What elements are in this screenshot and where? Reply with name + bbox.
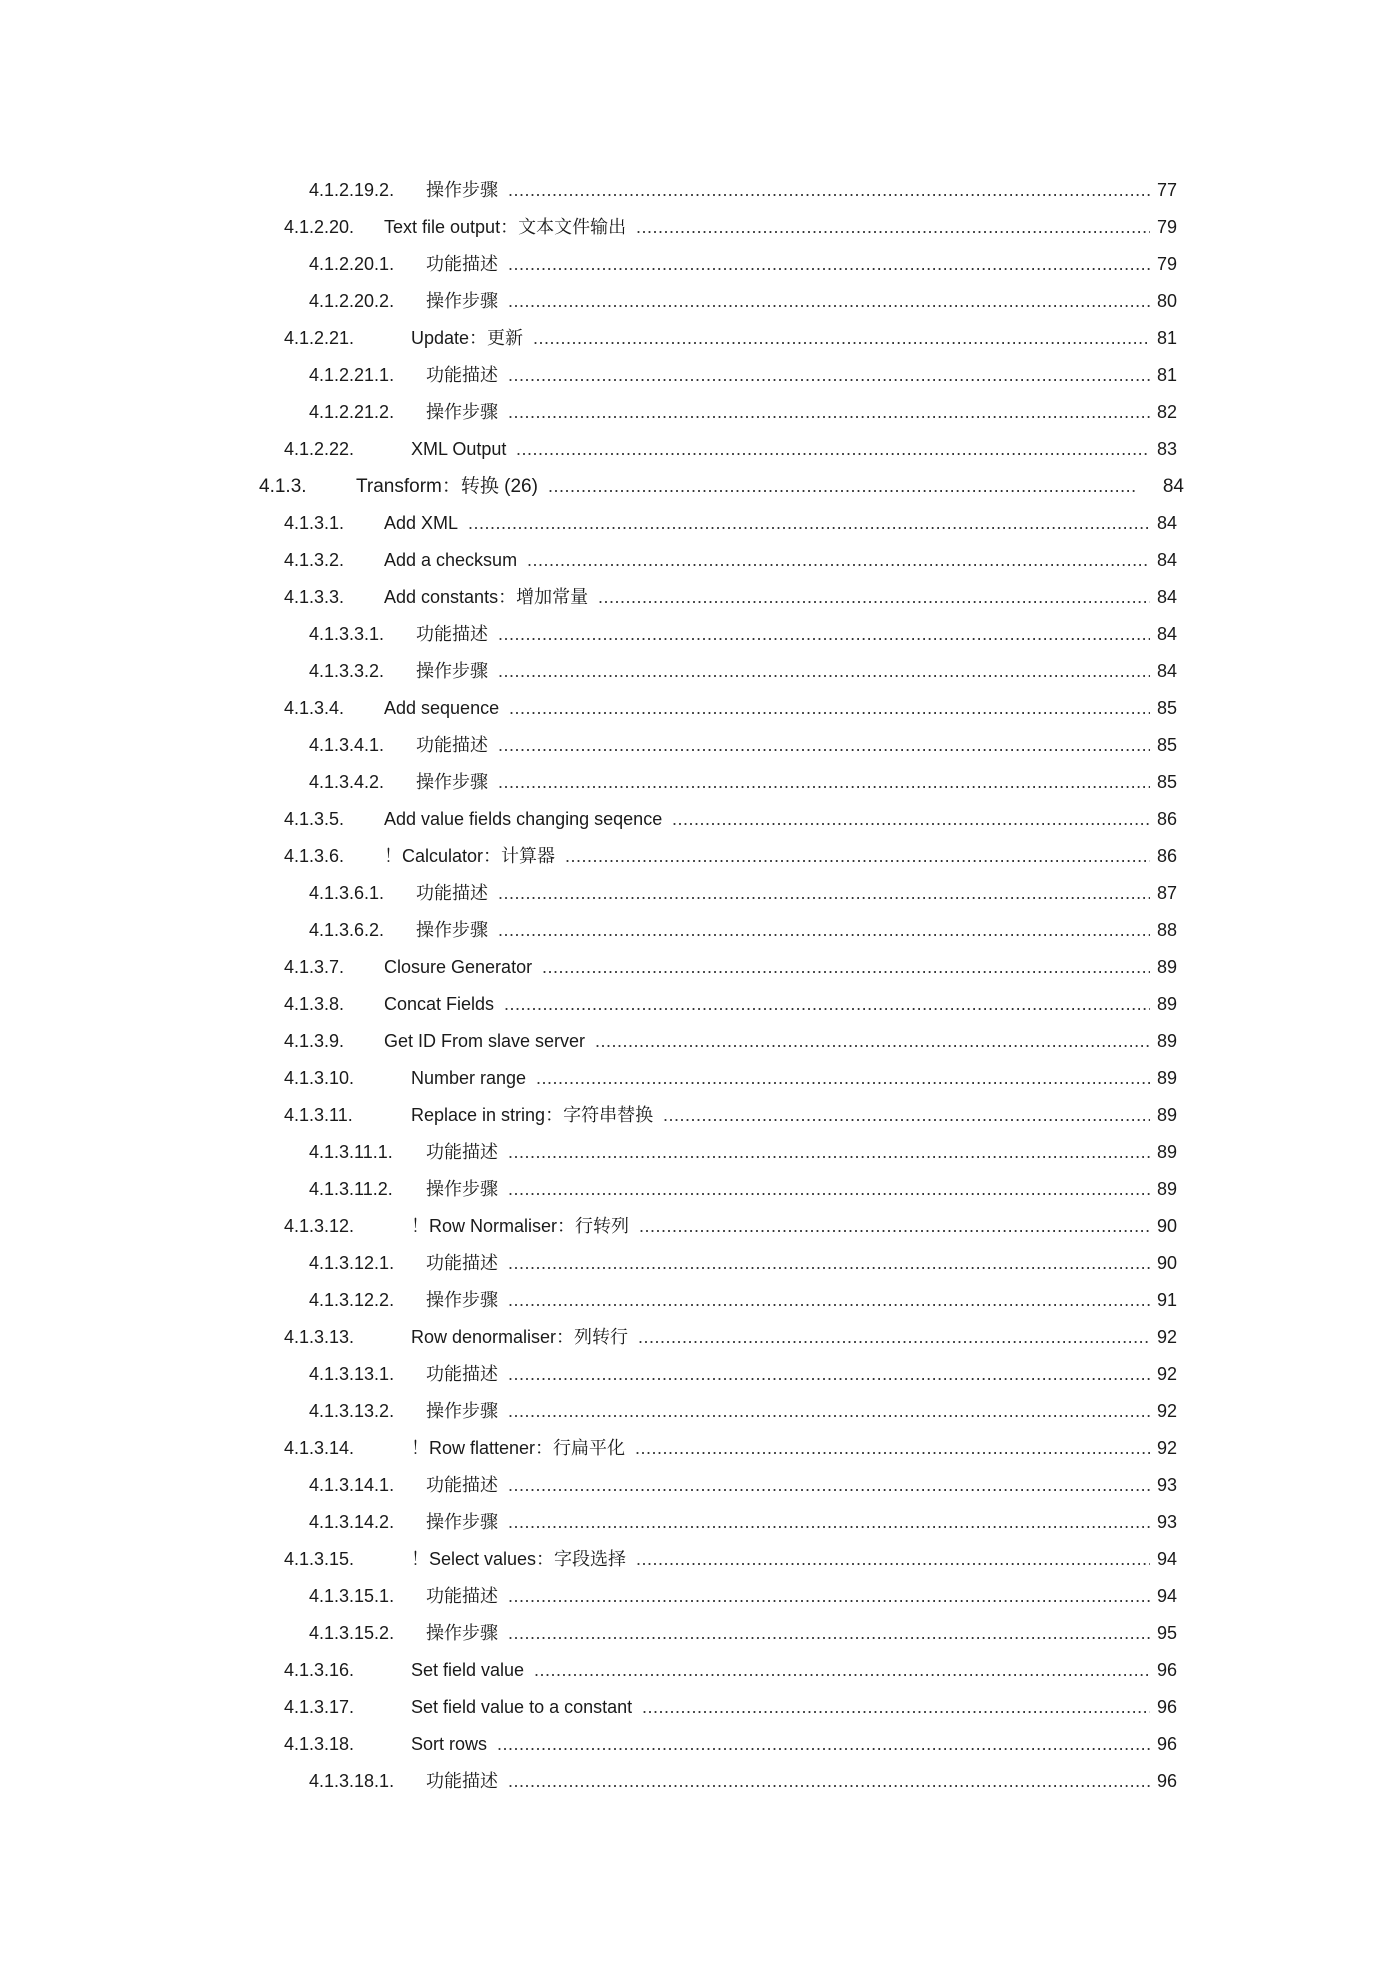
toc-entry-title: Closure Generator: [384, 957, 533, 977]
toc-entry-number: 4.1.3.12.2.: [309, 1290, 395, 1310]
toc-entry-page-number: 85: [1156, 698, 1177, 718]
toc-dot-leader: [533, 320, 1150, 357]
toc-entry-page-number: 91: [1156, 1290, 1177, 1310]
toc-entry-page-number: 89: [1156, 994, 1177, 1014]
toc-entry[interactable]: [0, 1504, 1395, 1541]
toc-dot-leader: [565, 838, 1150, 875]
toc-dot-leader: [498, 875, 1150, 912]
toc-entry-page-number: 92: [1156, 1438, 1177, 1458]
toc-entry-number: 4.1.3.3.2.: [309, 661, 385, 681]
toc-entry-page-number: 89: [1156, 1142, 1177, 1162]
toc-entry-number: 4.1.3.2.: [284, 550, 345, 570]
toc-entry-page-number: 94: [1156, 1586, 1177, 1606]
toc-entry-title: 功能描述: [426, 1586, 498, 1606]
toc-entry[interactable]: [0, 1615, 1395, 1652]
toc-entry-number: 4.1.3.4.2.: [309, 772, 385, 792]
toc-entry-title: Replace in string：字符串替换: [411, 1105, 654, 1125]
toc-dot-leader: [498, 727, 1150, 764]
table-of-contents: [0, 172, 1395, 1800]
toc-entry-title: 功能描述: [426, 1253, 498, 1273]
toc-entry-title: 操作步骤: [426, 402, 498, 422]
toc-entry-page-number: 79: [1156, 217, 1177, 237]
toc-entry[interactable]: [0, 1171, 1395, 1208]
toc-entry-title: Row denormaliser：列转行: [411, 1327, 629, 1347]
toc-entry-number: 4.1.3.11.1.: [309, 1142, 393, 1162]
toc-entry-title: 功能描述: [426, 254, 498, 274]
toc-entry-page-number: 92: [1156, 1401, 1177, 1421]
toc-entry-number: 4.1.3.8.: [284, 994, 345, 1014]
toc-entry-number: 4.1.3.16.: [284, 1660, 355, 1680]
toc-entry-number: 4.1.3.13.: [284, 1327, 355, 1347]
toc-dot-leader: [534, 1652, 1150, 1689]
toc-entry-number: 4.1.3.6.1.: [309, 883, 385, 903]
toc-entry-page-number: 90: [1156, 1253, 1177, 1273]
toc-entry[interactable]: [0, 801, 1395, 838]
toc-entry-page-number: 80: [1156, 291, 1177, 311]
toc-entry-title: ！Select values：字段选择: [411, 1549, 627, 1569]
toc-entry[interactable]: [0, 1097, 1395, 1134]
toc-entry-title: Sort rows: [411, 1734, 488, 1754]
toc-entry[interactable]: [0, 209, 1395, 246]
toc-entry-title: ！Calculator：计算器: [384, 846, 556, 866]
toc-entry[interactable]: [0, 1282, 1395, 1319]
toc-entry-number: 4.1.3.11.2.: [309, 1179, 393, 1199]
toc-entry[interactable]: [0, 838, 1395, 875]
toc-entry-title: 操作步骤: [426, 291, 498, 311]
toc-entry-number: 4.1.3.6.: [284, 846, 345, 866]
toc-entry-page-number: 93: [1156, 1475, 1177, 1495]
toc-entry-number: 4.1.3.10.: [284, 1068, 355, 1088]
toc-entry[interactable]: [0, 690, 1395, 727]
toc-entry-page-number: 84: [1156, 624, 1177, 644]
toc-dot-leader: [508, 172, 1150, 209]
toc-dot-leader: [508, 1356, 1150, 1393]
toc-entry-number: 4.1.2.20.: [284, 217, 355, 237]
toc-entry-title: Add value fields changing seqence: [384, 809, 663, 829]
toc-entry-number: 4.1.2.19.2.: [309, 180, 395, 200]
toc-entry[interactable]: [0, 949, 1395, 986]
toc-entry-page-number: 84: [1156, 513, 1177, 533]
toc-entry-title: 功能描述: [426, 1142, 498, 1162]
toc-entry-page-number: 84: [1162, 476, 1184, 497]
toc-entry-number: 4.1.3.4.: [284, 698, 345, 718]
toc-entry-page-number: 86: [1156, 846, 1177, 866]
toc-entry-page-number: 90: [1156, 1216, 1177, 1236]
toc-entry-page-number: 88: [1156, 920, 1177, 940]
toc-entry-number: 4.1.3.17.: [284, 1697, 355, 1717]
toc-dot-leader: [548, 468, 1136, 505]
toc-entry[interactable]: [0, 616, 1395, 653]
toc-dot-leader: [536, 1060, 1150, 1097]
toc-entry[interactable]: [0, 468, 1395, 505]
toc-dot-leader: [508, 1171, 1150, 1208]
toc-entry-title: 操作步骤: [426, 1401, 498, 1421]
toc-dot-leader: [636, 209, 1150, 246]
toc-dot-leader: [672, 801, 1150, 838]
toc-entry-number: 4.1.3.15.2.: [309, 1623, 395, 1643]
toc-entry[interactable]: [0, 1319, 1395, 1356]
toc-dot-leader: [527, 542, 1150, 579]
toc-entry[interactable]: [0, 283, 1395, 320]
toc-entry-number: 4.1.3.14.2.: [309, 1512, 395, 1532]
toc-entry-title: 功能描述: [426, 1364, 498, 1384]
toc-dot-leader: [638, 1319, 1150, 1356]
toc-dot-leader: [468, 505, 1150, 542]
toc-dot-leader: [508, 357, 1150, 394]
toc-entry[interactable]: [0, 394, 1395, 431]
toc-entry-page-number: 96: [1156, 1771, 1177, 1791]
toc-entry-page-number: 89: [1156, 1068, 1177, 1088]
toc-entry-title: 操作步骤: [426, 1179, 498, 1199]
toc-entry-number: 4.1.3.12.1.: [309, 1253, 395, 1273]
toc-entry-page-number: 89: [1156, 957, 1177, 977]
toc-entry[interactable]: [0, 764, 1395, 801]
toc-entry-page-number: 77: [1156, 180, 1177, 200]
toc-entry-number: 4.1.3.13.1.: [309, 1364, 395, 1384]
toc-entry[interactable]: [0, 1430, 1395, 1467]
toc-dot-leader: [504, 986, 1150, 1023]
toc-entry[interactable]: [0, 172, 1395, 209]
toc-entry-title: Concat Fields: [384, 994, 495, 1014]
toc-entry-title: ！Row Normaliser：行转列: [411, 1216, 630, 1236]
toc-entry-number: 4.1.3.14.1.: [309, 1475, 395, 1495]
toc-dot-leader: [509, 690, 1150, 727]
toc-entry-number: 4.1.3.12.: [284, 1216, 355, 1236]
toc-entry-page-number: 83: [1156, 439, 1177, 459]
toc-entry-number: 4.1.3.18.: [284, 1734, 355, 1754]
toc-dot-leader: [498, 912, 1150, 949]
toc-entry-page-number: 96: [1156, 1660, 1177, 1680]
toc-entry[interactable]: [0, 1763, 1395, 1800]
toc-dot-leader: [498, 764, 1150, 801]
toc-entry-page-number: 96: [1156, 1734, 1177, 1754]
toc-entry-page-number: 85: [1156, 735, 1177, 755]
toc-entry[interactable]: [0, 357, 1395, 394]
toc-entry-title: 操作步骤: [416, 772, 488, 792]
toc-entry[interactable]: [0, 1578, 1395, 1615]
toc-entry-title: XML Output: [411, 439, 507, 459]
toc-entry[interactable]: [0, 579, 1395, 616]
toc-entry-number: 4.1.2.21.2.: [309, 402, 395, 422]
toc-entry-page-number: 89: [1156, 1105, 1177, 1125]
toc-entry-title: Set field value: [411, 1660, 525, 1680]
toc-entry-page-number: 81: [1156, 328, 1177, 348]
toc-dot-leader: [508, 1393, 1150, 1430]
toc-entry-number: 4.1.3.: [259, 476, 307, 497]
toc-entry-title: 功能描述: [426, 1771, 498, 1791]
toc-entry-page-number: 95: [1156, 1623, 1177, 1643]
toc-entry[interactable]: [0, 1245, 1395, 1282]
toc-entry-page-number: 85: [1156, 772, 1177, 792]
toc-dot-leader: [508, 394, 1150, 431]
toc-entry-number: 4.1.3.11.: [284, 1105, 353, 1125]
toc-entry-title: 功能描述: [416, 883, 488, 903]
toc-entry-title: Transform：转换 (26): [356, 476, 538, 497]
toc-dot-leader: [639, 1208, 1150, 1245]
toc-entry-title: Text file output：文本文件输出: [384, 217, 627, 237]
toc-entry-number: 4.1.3.3.: [284, 587, 345, 607]
toc-entry-title: Set field value to a constant: [411, 1697, 633, 1717]
toc-entry[interactable]: [0, 912, 1395, 949]
toc-dot-leader: [508, 246, 1150, 283]
toc-entry-page-number: 86: [1156, 809, 1177, 829]
toc-entry-number: 4.1.2.20.2.: [309, 291, 395, 311]
toc-dot-leader: [663, 1097, 1150, 1134]
toc-entry-title: Add constants：增加常量: [384, 587, 589, 607]
toc-dot-leader: [635, 1430, 1150, 1467]
toc-entry-number: 4.1.3.9.: [284, 1031, 345, 1051]
toc-dot-leader: [508, 1467, 1150, 1504]
toc-entry[interactable]: [0, 320, 1395, 357]
toc-entry[interactable]: [0, 1541, 1395, 1578]
toc-entry[interactable]: [0, 1134, 1395, 1171]
toc-entry[interactable]: [0, 1467, 1395, 1504]
toc-entry-title: 功能描述: [426, 365, 498, 385]
toc-dot-leader: [508, 1578, 1150, 1615]
toc-entry[interactable]: [0, 1060, 1395, 1097]
toc-entry-page-number: 81: [1156, 365, 1177, 385]
toc-entry-page-number: 82: [1156, 402, 1177, 422]
toc-dot-leader: [642, 1689, 1150, 1726]
toc-entry-page-number: 87: [1156, 883, 1177, 903]
toc-entry-page-number: 96: [1156, 1697, 1177, 1717]
toc-entry-title: 操作步骤: [416, 920, 488, 940]
toc-entry[interactable]: [0, 875, 1395, 912]
toc-entry-number: 4.1.3.18.1.: [309, 1771, 395, 1791]
toc-entry-number: 4.1.3.15.: [284, 1549, 355, 1569]
toc-entry-number: 4.1.3.15.1.: [309, 1586, 395, 1606]
toc-entry-title: Update：更新: [411, 328, 524, 348]
toc-entry-page-number: 93: [1156, 1512, 1177, 1532]
toc-dot-leader: [498, 653, 1150, 690]
toc-entry-title: Add XML: [384, 513, 459, 533]
toc-entry-title: 操作步骤: [426, 1290, 498, 1310]
toc-entry-title: Add sequence: [384, 698, 500, 718]
toc-dot-leader: [516, 431, 1150, 468]
toc-entry-page-number: 89: [1156, 1179, 1177, 1199]
toc-dot-leader: [508, 1282, 1150, 1319]
toc-entry-number: 4.1.3.1.: [284, 513, 345, 533]
toc-entry-page-number: 79: [1156, 254, 1177, 274]
toc-entry-title: 功能描述: [416, 735, 488, 755]
toc-entry[interactable]: [0, 727, 1395, 764]
toc-entry-title: 功能描述: [426, 1475, 498, 1495]
toc-dot-leader: [598, 579, 1150, 616]
toc-entry[interactable]: [0, 1652, 1395, 1689]
toc-entry-page-number: 92: [1156, 1364, 1177, 1384]
toc-entry[interactable]: [0, 505, 1395, 542]
toc-dot-leader: [497, 1726, 1150, 1763]
toc-entry-title: Number range: [411, 1068, 527, 1088]
toc-entry[interactable]: [0, 1208, 1395, 1245]
toc-entry-page-number: 84: [1156, 587, 1177, 607]
toc-entry-title: 操作步骤: [416, 661, 488, 681]
toc-dot-leader: [508, 1504, 1150, 1541]
toc-entry-number: 4.1.2.21.: [284, 328, 355, 348]
toc-entry[interactable]: [0, 986, 1395, 1023]
toc-dot-leader: [498, 616, 1150, 653]
toc-entry-number: 4.1.3.6.2.: [309, 920, 385, 940]
toc-entry-title: 操作步骤: [426, 180, 498, 200]
toc-dot-leader: [508, 283, 1150, 320]
toc-entry-title: Get ID From slave server: [384, 1031, 586, 1051]
toc-dot-leader: [508, 1763, 1150, 1800]
toc-entry-title: 操作步骤: [426, 1623, 498, 1643]
toc-dot-leader: [508, 1134, 1150, 1171]
toc-entry-number: 4.1.3.5.: [284, 809, 345, 829]
toc-entry-page-number: 89: [1156, 1031, 1177, 1051]
toc-entry[interactable]: [0, 542, 1395, 579]
toc-dot-leader: [508, 1615, 1150, 1652]
toc-entry-title: 操作步骤: [426, 1512, 498, 1532]
toc-entry-page-number: 94: [1156, 1549, 1177, 1569]
toc-entry-number: 4.1.2.21.1.: [309, 365, 395, 385]
toc-entry-title: ！Row flattener：行扁平化: [411, 1438, 626, 1458]
toc-entry-page-number: 84: [1156, 550, 1177, 570]
toc-dot-leader: [595, 1023, 1150, 1060]
toc-entry[interactable]: [0, 431, 1395, 468]
toc-entry[interactable]: [0, 1356, 1395, 1393]
toc-entry-number: 4.1.3.4.1.: [309, 735, 385, 755]
toc-entry-title: Add a checksum: [384, 550, 518, 570]
toc-entry-page-number: 84: [1156, 661, 1177, 681]
toc-entry[interactable]: [0, 246, 1395, 283]
toc-dot-leader: [636, 1541, 1150, 1578]
toc-entry-number: 4.1.3.13.2.: [309, 1401, 395, 1421]
toc-entry-number: 4.1.3.14.: [284, 1438, 355, 1458]
toc-entry-title: 功能描述: [416, 624, 488, 644]
toc-entry[interactable]: [0, 1689, 1395, 1726]
toc-entry[interactable]: [0, 1726, 1395, 1763]
toc-entry[interactable]: [0, 1023, 1395, 1060]
toc-entry-page-number: 92: [1156, 1327, 1177, 1347]
toc-entry-number: 4.1.2.20.1.: [309, 254, 395, 274]
toc-dot-leader: [508, 1245, 1150, 1282]
toc-dot-leader: [542, 949, 1150, 986]
toc-entry-number: 4.1.3.7.: [284, 957, 345, 977]
toc-entry[interactable]: [0, 1393, 1395, 1430]
toc-entry-number: 4.1.3.3.1.: [309, 624, 385, 644]
toc-entry[interactable]: [0, 653, 1395, 690]
toc-entry-number: 4.1.2.22.: [284, 439, 355, 459]
